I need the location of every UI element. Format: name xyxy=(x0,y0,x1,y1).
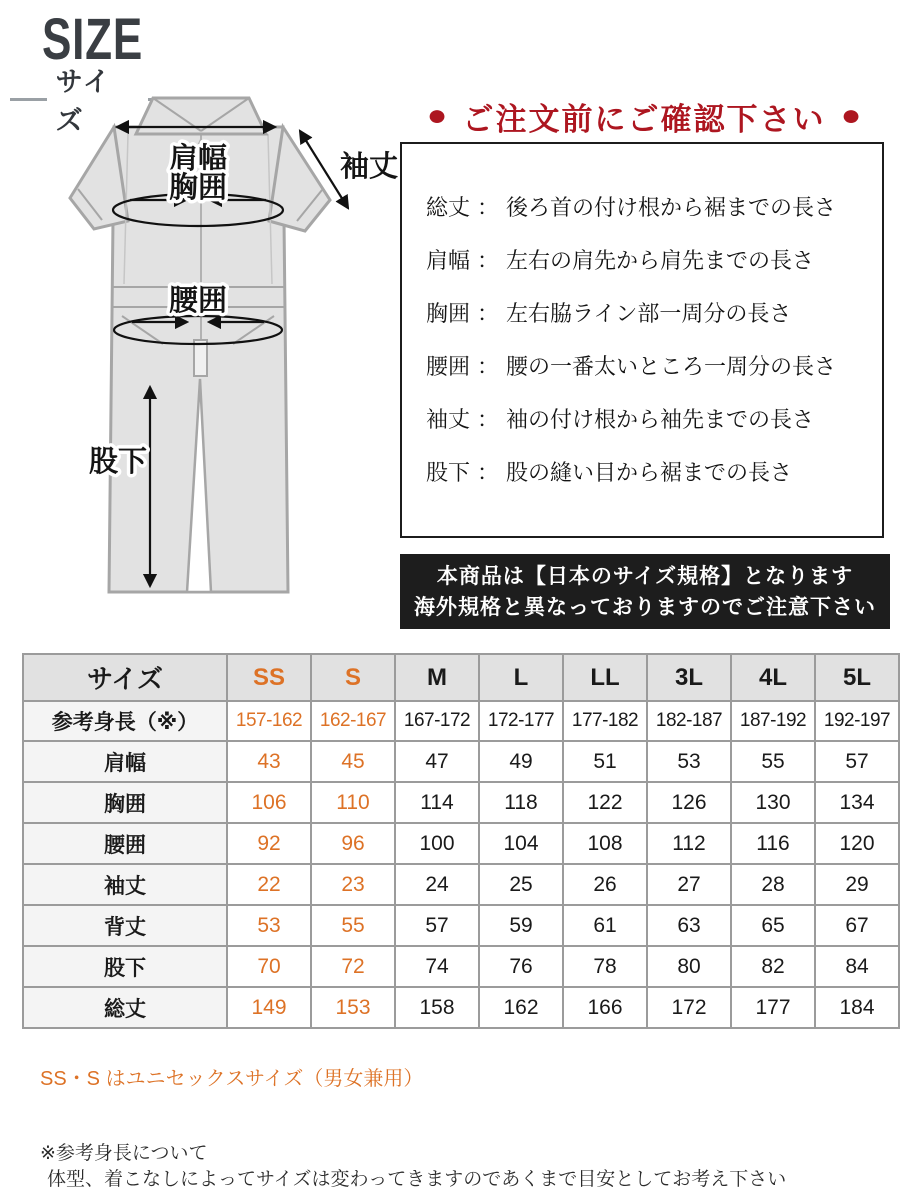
size-value-cell: 65 xyxy=(731,905,815,946)
size-value-cell: 192-197 xyxy=(815,701,899,741)
definition-item xyxy=(426,393,882,446)
size-value-cell: 67 xyxy=(815,905,899,946)
definition-term: 胸囲 xyxy=(426,301,471,326)
size-table-corner-header: サイズ xyxy=(23,654,227,701)
size-value-cell: 22 xyxy=(227,864,311,905)
definition-term: 総丈 xyxy=(426,195,471,220)
row-label: 股下 xyxy=(23,946,227,987)
size-value-cell: 166 xyxy=(563,987,647,1028)
waist-label: 腰囲 xyxy=(168,285,228,317)
definition-item xyxy=(426,446,882,499)
size-value-cell: 104 xyxy=(479,823,563,864)
size-column-header: S xyxy=(311,654,395,701)
table-row xyxy=(23,946,899,987)
definition-desc: 左右脇ライン部一周分の長さ xyxy=(506,301,792,326)
unisex-note: SS・S はユニセックスサイズ（男女兼用） xyxy=(40,1068,424,1090)
japan-size-notice xyxy=(400,554,890,629)
sleeve-length-label: 袖丈 xyxy=(339,151,399,183)
size-value-cell: 100 xyxy=(395,823,479,864)
definition-term: 腰囲 xyxy=(426,354,471,379)
size-column-header: M xyxy=(395,654,479,701)
size-value-cell: 74 xyxy=(395,946,479,987)
definition-term: 肩幅 xyxy=(426,248,471,273)
reference-height-note-body: 体型、着こなしによってサイズは変わってきますのであくまで目安としてお考え下さい xyxy=(47,1169,787,1190)
size-value-cell: 118 xyxy=(479,782,563,823)
size-value-cell: 182-187 xyxy=(647,701,731,741)
size-value-cell: 25 xyxy=(479,864,563,905)
confirm-title: ご注文前にご確認下さい xyxy=(462,101,826,137)
coverall-measurement-diagram xyxy=(40,80,400,610)
size-value-cell: 72 xyxy=(311,946,395,987)
size-value-cell: 177 xyxy=(731,987,815,1028)
size-table-header-row xyxy=(23,654,899,701)
definition-desc: 股の縫い目から裾までの長さ xyxy=(506,460,793,485)
size-value-cell: 57 xyxy=(815,741,899,782)
size-value-cell: 59 xyxy=(479,905,563,946)
size-value-cell: 43 xyxy=(227,741,311,782)
reference-height-note-title: ※参考身長について xyxy=(40,1143,208,1164)
size-value-cell: 96 xyxy=(311,823,395,864)
size-value-cell: 126 xyxy=(647,782,731,823)
size-value-cell: 76 xyxy=(479,946,563,987)
size-value-cell: 84 xyxy=(815,946,899,987)
chest-label: 胸囲 xyxy=(168,172,228,204)
size-value-cell: 26 xyxy=(563,864,647,905)
size-value-cell: 78 xyxy=(563,946,647,987)
shoulder-width-label: 肩幅 xyxy=(168,143,228,175)
definition-term: 股下 xyxy=(426,460,471,485)
table-row xyxy=(23,987,899,1028)
size-value-cell: 184 xyxy=(815,987,899,1028)
size-value-cell: 55 xyxy=(731,741,815,782)
row-label: 袖丈 xyxy=(23,864,227,905)
definition-desc: 腰の一番太いところ一周分の長さ xyxy=(506,354,837,379)
size-value-cell: 61 xyxy=(563,905,647,946)
inseam-label: 股下 xyxy=(88,446,148,478)
definition-colon: ： xyxy=(477,354,500,379)
definition-colon: ： xyxy=(477,248,500,273)
size-value-cell: 106 xyxy=(227,782,311,823)
size-value-cell: 92 xyxy=(227,823,311,864)
notice-line-1: 本商品は【日本のサイズ規格】となります xyxy=(436,564,854,588)
size-column-header: SS xyxy=(227,654,311,701)
size-value-cell: 112 xyxy=(647,823,731,864)
definition-item xyxy=(426,234,882,287)
size-value-cell: 63 xyxy=(647,905,731,946)
size-value-cell: 153 xyxy=(311,987,395,1028)
size-table-head xyxy=(23,654,899,701)
size-value-cell: 29 xyxy=(815,864,899,905)
table-row xyxy=(23,741,899,782)
row-label: 総丈 xyxy=(23,987,227,1028)
table-row xyxy=(23,782,899,823)
size-column-header: 3L xyxy=(647,654,731,701)
size-value-cell: 172 xyxy=(647,987,731,1028)
size-value-cell: 122 xyxy=(563,782,647,823)
row-label: 胸囲 xyxy=(23,782,227,823)
size-value-cell: 82 xyxy=(731,946,815,987)
size-value-cell: 108 xyxy=(563,823,647,864)
size-value-cell: 49 xyxy=(479,741,563,782)
table-row xyxy=(23,823,899,864)
size-value-cell: 57 xyxy=(395,905,479,946)
definition-desc: 左右の肩先から肩先までの長さ xyxy=(506,248,815,273)
size-table-body xyxy=(23,701,899,1028)
page-subtitle: サイズ xyxy=(55,67,112,136)
definition-item xyxy=(426,340,882,393)
size-value-cell: 134 xyxy=(815,782,899,823)
size-value-cell: 130 xyxy=(731,782,815,823)
definitions-box xyxy=(400,142,884,538)
table-row xyxy=(23,905,899,946)
size-value-cell: 162 xyxy=(479,987,563,1028)
definition-colon: ： xyxy=(477,460,500,485)
size-column-header: 5L xyxy=(815,654,899,701)
confirm-header xyxy=(400,94,888,138)
definition-item xyxy=(426,287,882,340)
size-value-cell: 116 xyxy=(731,823,815,864)
size-value-cell: 27 xyxy=(647,864,731,905)
size-value-cell: 23 xyxy=(311,864,395,905)
page-title: SIZE xyxy=(42,7,144,72)
definition-desc: 袖の付け根から袖先までの長さ xyxy=(506,407,815,432)
definition-desc: 後ろ首の付け根から裾までの長さ xyxy=(506,195,837,220)
notice-line-2: 海外規格と異なっておりますのでご注意下さい xyxy=(414,595,876,619)
definition-item xyxy=(426,181,882,234)
size-value-cell: 80 xyxy=(647,946,731,987)
size-value-cell: 24 xyxy=(395,864,479,905)
size-column-header: 4L xyxy=(731,654,815,701)
size-value-cell: 114 xyxy=(395,782,479,823)
size-value-cell: 167-172 xyxy=(395,701,479,741)
definition-colon: ： xyxy=(477,195,500,220)
definitions-list xyxy=(426,181,882,499)
size-value-cell: 51 xyxy=(563,741,647,782)
size-value-cell: 53 xyxy=(647,741,731,782)
bullet-icon: ● xyxy=(427,99,448,132)
size-value-cell: 53 xyxy=(227,905,311,946)
row-label: 背丈 xyxy=(23,905,227,946)
size-value-cell: 187-192 xyxy=(731,701,815,741)
size-column-header: LL xyxy=(563,654,647,701)
size-value-cell: 177-182 xyxy=(563,701,647,741)
size-value-cell: 158 xyxy=(395,987,479,1028)
size-value-cell: 47 xyxy=(395,741,479,782)
size-value-cell: 149 xyxy=(227,987,311,1028)
definition-colon: ： xyxy=(477,301,500,326)
size-value-cell: 55 xyxy=(311,905,395,946)
size-value-cell: 110 xyxy=(311,782,395,823)
size-column-header: L xyxy=(479,654,563,701)
size-value-cell: 28 xyxy=(731,864,815,905)
definition-term: 袖丈 xyxy=(426,407,471,432)
size-value-cell: 157-162 xyxy=(227,701,311,741)
size-value-cell: 162-167 xyxy=(311,701,395,741)
size-value-cell: 45 xyxy=(311,741,395,782)
size-value-cell: 172-177 xyxy=(479,701,563,741)
size-value-cell: 120 xyxy=(815,823,899,864)
definition-colon: ： xyxy=(477,407,500,432)
size-table xyxy=(22,653,900,1029)
size-value-cell: 70 xyxy=(227,946,311,987)
row-label: 参考身長（※） xyxy=(23,701,227,741)
table-row xyxy=(23,701,899,741)
row-label: 肩幅 xyxy=(23,741,227,782)
bullet-icon: ● xyxy=(840,99,861,132)
row-label: 腰囲 xyxy=(23,823,227,864)
table-row xyxy=(23,864,899,905)
